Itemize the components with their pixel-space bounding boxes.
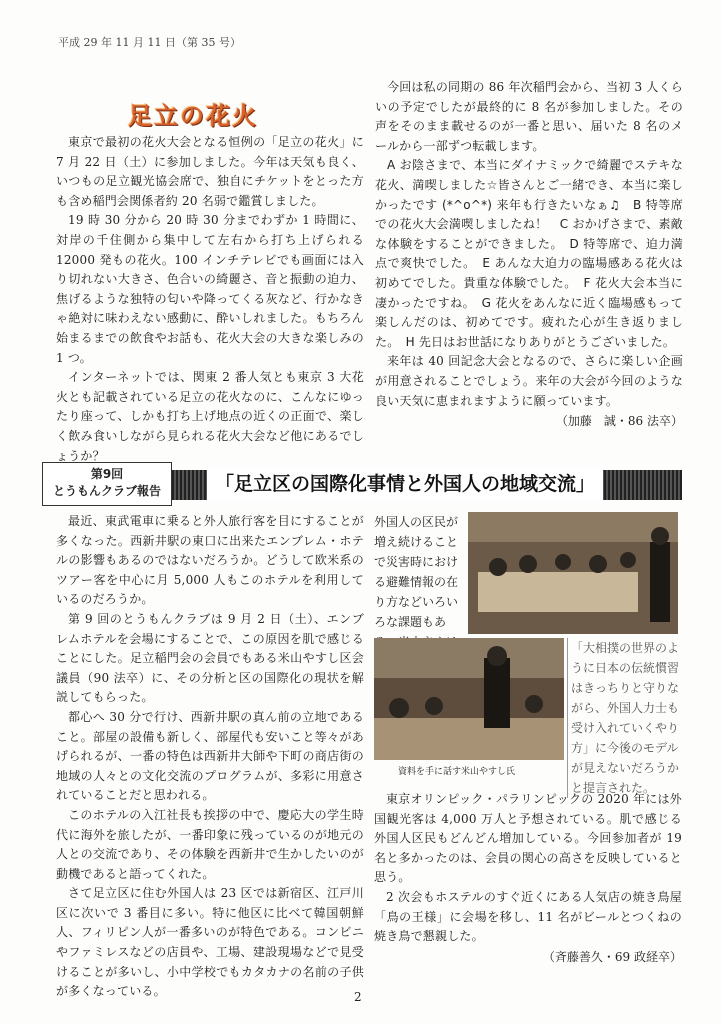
- paragraph: このホテルの入江社長も挨拶の中で、慶応大の学生時代に海外を旅したが、一番印象に残っているのが地元の人との交流であり、その体験を西新井で生かしたいのが動機であると語ってくれた。: [56, 807, 364, 881]
- article-title-logo: 足立の花火: [128, 102, 258, 130]
- article2-title: 「足立区の国際化事情と外国人の地域交流」: [207, 467, 603, 501]
- paragraph: 東京で最初の花火大会となる恒例の「足立の花火」に 7 月 22 日（土）に参加しました。今年は天気も良く、いつもの足立観光協会席で、独自にチケットをとった方も含め稲門会関係者約 20 名弱で鑑賞しました。: [56, 135, 364, 208]
- club-badge: 第9回 とうもんクラブ報告: [42, 462, 172, 506]
- paragraph: 第 9 回のとうもんクラブは 9 月 2 日（土）、エンブレムホテルを会場にすることで、この原因を肌で感じることにした。足立稲門会の会員でもある米山やすし区会議員（90 法卒）に、その分析と区の国際化の現状を解説してもらった。: [56, 611, 364, 705]
- article2-right-column: [374, 790, 682, 967]
- pull-quote: 「大相撲の世界のように日本の伝統慣習はきっちりと守りながら、外国人力士も受け入れていくやり方」に今後のモデルが見えないだろうかと提言された。: [567, 638, 689, 798]
- paragraph: 最近、東武電車に乗ると外人旅行客を目にすることが多くなった。西新井駅の東口に出来たエンブレム・ホテルの影響もあるのではないだろうか。どうして欧米系のツアー客を中心に月 5,000 人もこのホテルを利用しているのだろうか。: [56, 514, 364, 607]
- photo-caption: 資料を手に話す米山やすし氏: [398, 767, 516, 777]
- member-quotes: A お陰さまで、本当にダイナミックで綺麗でステキな花火、満喫しました☆皆さんとご一緒でき、本当に楽しかったです (*^o^*) 来年も行きたいなぁ♫ B 特等席での花火大会満喫しましたね！ C おかげさまで、素敵な体験をすることができました。 D 特等席で、迫力満点で爽快でした。 E あんな大迫力の臨場感ある花火は初めてでした。貴重な体験でした。 F 花火大会本当に凄かったですね。 G 花火をあんなに近く臨場感もって楽しんだのは、初めてです。疲れた心が生き返りました。 H 先日はお世話になりありがとうございました。: [375, 158, 683, 349]
- paragraph: 今回は私の同期の 86 年次稲門会から、当初 3 人くらいの予定でしたが最終的に 8 名が参加しました。その声をそのまま載せるのが一番と思い、届いた 8 名のメールから一部ずつ転載します。: [375, 80, 683, 153]
- author-signature: （加藤 誠・86 法卒）: [555, 414, 683, 429]
- article2-mid-text: 外国人の区民が増え続けることで災害時における避難情報の在り方などいろいろな課題もあ: [374, 515, 459, 629]
- article2-left-column: [56, 512, 364, 1002]
- article1-left-column: [56, 133, 364, 466]
- paragraph: 都心へ 30 分で行け、西新井駅の真ん前の立地であること。部屋の設備も新しく、部屋代も安いこと等々があげられるが、一番の特色は西新井大師や下町の商店街の地域の人々との文化交流のプログラムが、多彩に用意されていることだと思われる。: [56, 709, 364, 803]
- speaker-photo: [374, 638, 564, 760]
- page-number: 2: [354, 990, 362, 1004]
- paragraph: 来年は 40 回記念大会となるので、さらに楽しい企画が用意されることでしょう。来年の大会が今回のような良い天気に恵まれますように願っています。: [375, 354, 683, 408]
- paragraph: インターネットでは、関東 2 番人気とも東京 3 大花火とも記載されている足立の花火なのに、こんなにゆったり座って、しかも打ち上げ地点の近くの正面で、楽しく飲み食いしながら見られる花火大会など他にあるでしょうか？: [56, 370, 364, 463]
- author-signature: （斉藤善久・69 政経卒）: [542, 949, 682, 964]
- paragraph: 19 時 30 分から 20 時 30 分までわずか 1 時間に、対岸の千住側から集中して左右から打ち上げられる 12000 発もの花火。100 インチテレビでも画面には入り切れない大きさ、色合いの綺麗さ、音と振動の迫力、焦げるような独特の匂いや降ってくる灰など、行かなきゃ絶対に味わえない感動に、酔いしれました。もちろん始まるまでの飲食やお話も、花火大会の大きな楽しみの 1 つ。: [56, 213, 364, 365]
- paragraph: 2 次会もホステルのすぐ近くにある人気店の焼き鳥屋「鳥の王様」に会場を移し、11 名がビールとつくねの焼き鳥で懇親した。: [374, 889, 682, 944]
- paragraph: さて足立区に住む外国人は 23 区では新宿区、江戸川区に次いで 3 番目に多い。特に他区に比べて韓国朝鮮人、フィリピン人が一番多いのが特色である。コンビニやファミレスなどの店員や、工場、建設現場などで見受けることが多いし、小中学校でもカタカナの名前の子供が多くなっている。: [56, 886, 364, 999]
- paragraph: 東京オリンピック・パラリンピックの 2020 年には外国観光客は 4,000 万人と予想されている。肌で感じる外国人区民もどんどん増加している。今回参加者が 19 名と多かったのは、会員の関心の高さを反映していると思う。: [374, 792, 682, 885]
- meeting-photo: [468, 512, 678, 634]
- section-banner: [42, 462, 682, 504]
- article1-right-column: [375, 78, 683, 431]
- issue-date: 平成 29 年 11 月 11 日（第 35 号）: [58, 36, 241, 49]
